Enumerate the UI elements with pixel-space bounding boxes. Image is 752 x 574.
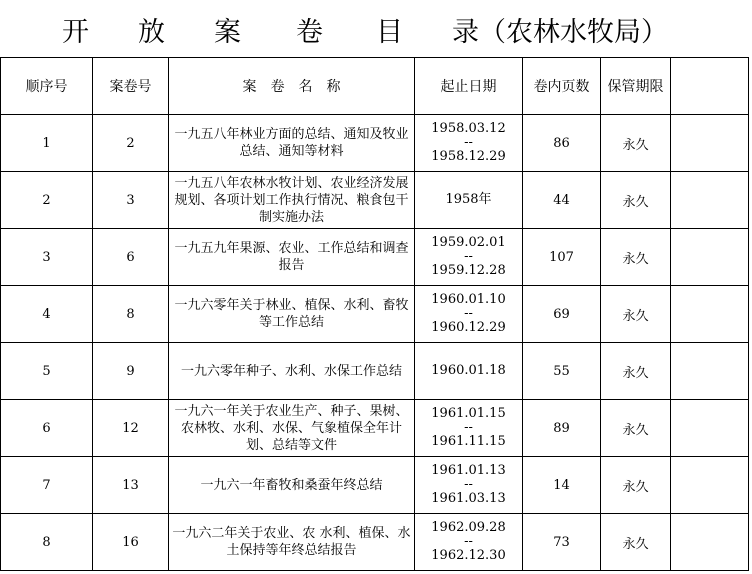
date-start: 1959.02.01 [431,235,506,250]
volume-cell: 6 [93,229,169,286]
name-cell: 一九六一年畜牧和桑蚕年终总结 [169,457,415,514]
retention-cell: 永久 [601,229,671,286]
blank-cell [671,343,749,400]
volume-cell: 2 [93,115,169,172]
date-end: 1960.12.29 [431,320,506,335]
header-volume-name: 案 卷 名 称 [169,58,415,115]
date-cell [415,400,523,457]
date-start: 1961.01.15 [431,406,506,421]
date-cell [415,229,523,286]
blank-cell [671,115,749,172]
date-start: 1960.01.10 [431,292,506,307]
table-row [1,343,749,400]
volume-cell: 9 [93,343,169,400]
date-end: 1961.11.15 [431,434,506,449]
pages-cell: 55 [523,343,601,400]
title-char: 放 [138,17,165,48]
blank-cell [671,229,749,286]
date-cell [415,514,523,571]
seq-cell: 7 [1,457,93,514]
header-blank [671,58,749,115]
blank-cell [671,286,749,343]
date-separator: -- [464,420,473,435]
blank-cell [671,457,749,514]
date-cell [415,457,523,514]
table-row [1,400,749,457]
blank-cell [671,400,749,457]
retention-cell: 永久 [601,172,671,229]
seq-cell: 6 [1,400,93,457]
date-start: 1961.01.13 [431,463,506,478]
header-row [1,58,749,115]
seq-cell: 3 [1,229,93,286]
title-bar [0,0,752,58]
title-char: 开 [62,17,89,48]
table-row [1,229,749,286]
table-row [1,457,749,514]
date-end: 1962.12.30 [431,548,506,563]
name-cell: 一九六二年关于农业、农 水利、植保、水土保持等年终总结报告 [169,514,415,571]
volume-cell: 8 [93,286,169,343]
volume-cell: 3 [93,172,169,229]
date-separator: -- [464,249,473,264]
volume-cell: 12 [93,400,169,457]
date-single: 1958年 [445,192,492,207]
table-row [1,172,749,229]
blank-cell [671,172,749,229]
title-char: 目 [376,17,403,48]
pages-cell: 14 [523,457,601,514]
header-retention: 保管期限 [601,58,671,115]
title-char: 案 [214,17,241,48]
blank-cell [671,514,749,571]
seq-cell: 8 [1,514,93,571]
date-single: 1960.01.18 [431,363,506,378]
name-cell: 一九五八年林业方面的总结、通知及牧业总结、通知等材料 [169,115,415,172]
volume-cell: 13 [93,457,169,514]
retention-cell: 永久 [601,514,671,571]
sheet-edge-line [748,170,752,228]
date-end: 1958.12.29 [431,149,506,164]
retention-cell: 永久 [601,115,671,172]
retention-cell: 永久 [601,286,671,343]
retention-cell: 永久 [601,343,671,400]
header-volume-no: 案卷号 [93,58,169,115]
seq-cell: 1 [1,115,93,172]
date-separator: -- [464,135,473,150]
table-row [1,115,749,172]
date-separator: -- [464,477,473,492]
date-cell [415,286,523,343]
table-row [1,514,749,571]
name-cell: 一九六一年关于农业生产、种子、果树、农林牧、水利、水保、气象植保全年计划、总结等文件 [169,400,415,457]
pages-cell: 69 [523,286,601,343]
date-separator: -- [464,534,473,549]
title-char: 卷 [296,17,323,48]
name-cell: 一九六零年种子、水利、水保工作总结 [169,343,415,400]
header-seq: 顺序号 [1,58,93,115]
seq-cell: 4 [1,286,93,343]
archive-table [0,57,749,571]
header-page-count: 卷内页数 [523,58,601,115]
pages-cell: 73 [523,514,601,571]
date-cell [415,115,523,172]
retention-cell: 永久 [601,457,671,514]
pages-cell: 107 [523,229,601,286]
date-end: 1959.12.28 [431,263,506,278]
title-char: 录（农林水牧局） [452,17,668,48]
name-cell: 一九五八年农林水牧计划、农业经济发展规划、各项计划工作执行情况、粮食包干制实施办法 [169,172,415,229]
seq-cell: 5 [1,343,93,400]
pages-cell: 89 [523,400,601,457]
date-separator: -- [464,306,473,321]
table-row [1,286,749,343]
name-cell: 一九五九年果源、农业、工作总结和调查报告 [169,229,415,286]
date-cell [415,343,523,400]
pages-cell: 86 [523,115,601,172]
header-date-range: 起止日期 [415,58,523,115]
seq-cell: 2 [1,172,93,229]
date-cell [415,172,523,229]
date-end: 1961.03.13 [431,491,506,506]
date-start: 1962.09.28 [431,520,506,535]
retention-cell: 永久 [601,400,671,457]
pages-cell: 44 [523,172,601,229]
date-start: 1958.03.12 [431,121,506,136]
name-cell: 一九六零年关于林业、植保、水利、畜牧等工作总结 [169,286,415,343]
volume-cell: 16 [93,514,169,571]
